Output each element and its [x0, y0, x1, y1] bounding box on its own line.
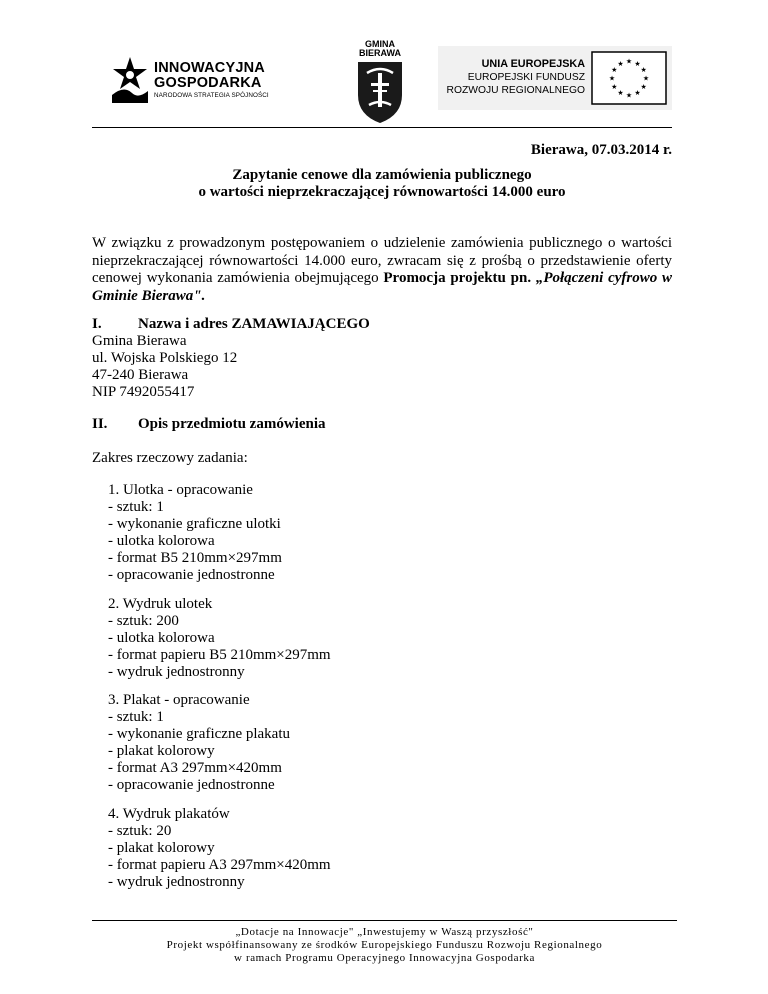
eu-flag-icon	[591, 51, 667, 105]
letterhead	[0, 0, 768, 130]
innowacyjna-gospodarka-logo	[110, 52, 300, 112]
scope-item-4	[108, 806, 688, 891]
item-line: - wydruk jednostronny	[108, 874, 245, 890]
footer	[92, 926, 677, 965]
item-title: 1. Ulotka - opracowanie	[108, 482, 253, 498]
date-line: Bierawa, 07.03.2014 r.	[530, 142, 672, 158]
address-line: Gmina Bierawa	[92, 333, 187, 349]
intro-project-name: „Połączeni cyfrowo w Gminie Bierawa".	[92, 270, 672, 304]
item-line: - format papieru B5 210mm×297mm	[108, 647, 331, 663]
address-line: 47-240 Bierawa	[92, 367, 189, 383]
header-divider	[92, 127, 672, 128]
intro-text: W związku z prowadzonym postępowaniem o udzielenie zamówienia publicznego o wartości nieprzekraczającej równowartości 14.000 euro, zwracam się z prośbą o przedstawienie oferty cenowej wykonania zamówienia obejmującego	[92, 235, 672, 286]
section-2-number: II.	[92, 416, 108, 432]
item-line: - sztuk: 1	[108, 499, 164, 515]
item-line: - sztuk: 1	[108, 709, 164, 725]
item-line: - wykonanie graficzne plakatu	[108, 726, 290, 742]
document-title	[92, 167, 672, 201]
gmina-logo-line2: BIERAWA	[358, 48, 401, 58]
ig-logo-line2: GOSPODARKA	[154, 75, 262, 91]
item-line: - plakat kolorowy	[108, 743, 215, 759]
item-line: - format B5 210mm×297mm	[108, 550, 282, 566]
contractor-address	[92, 333, 672, 401]
item-line: - ulotka kolorowa	[108, 533, 215, 549]
item-line: - wydruk jednostronny	[108, 664, 245, 680]
intro-bold: Promocja projektu pn.	[383, 270, 532, 286]
section-2-title: Opis przedmiotu zamówienia	[138, 416, 326, 432]
gmina-bierawa-logo	[350, 40, 410, 130]
eu-star-icon: ★	[617, 89, 624, 98]
section-1-number: I.	[92, 316, 102, 332]
eu-star-icon: ★	[640, 83, 647, 91]
eu-star-icon: ★	[634, 89, 641, 98]
scope-item-1	[108, 482, 688, 584]
item-title: 2. Wydruk ulotek	[108, 596, 213, 612]
title-line1: Zapytanie cenowe dla zamówienia publicznego	[232, 167, 532, 183]
footer-line1: „Dotacje na Innowacje" „Inwestujemy w Waszą przyszłość"	[235, 926, 534, 938]
item-line: - plakat kolorowy	[108, 840, 215, 856]
section-1	[92, 316, 672, 401]
intro-paragraph	[92, 235, 672, 305]
star-figure-icon	[110, 55, 150, 105]
item-title: 3. Plakat - opracowanie	[108, 692, 250, 708]
item-line: - opracowanie jednostronne	[108, 567, 275, 583]
eu-star-icon: ★	[642, 74, 650, 83]
item-line: - format A3 297mm×420mm	[108, 760, 282, 776]
eu-logo-line2: EUROPEJSKI FUNDUSZ	[467, 72, 585, 83]
item-title: 4. Wydruk plakatów	[108, 806, 230, 822]
eu-star-icon: ★	[617, 59, 624, 68]
eu-star-icon: ★	[625, 91, 633, 100]
coat-of-arms-icon	[355, 59, 405, 125]
item-line: - sztuk: 200	[108, 613, 179, 629]
eu-logo-line3: ROZWOJU REGIONALNEGO	[446, 85, 585, 96]
title-line2: o wartości nieprzekraczającej równowartości 14.000 euro	[198, 184, 566, 200]
footer-divider	[92, 920, 677, 921]
eu-star-icon: ★	[640, 66, 647, 74]
eu-logo-line1: UNIA EUROPEJSKA	[481, 58, 585, 70]
item-line: - format papieru A3 297mm×420mm	[108, 857, 331, 873]
item-line: - ulotka kolorowa	[108, 630, 215, 646]
eu-fund-logo	[438, 46, 672, 110]
scope-item-2	[108, 596, 688, 681]
item-line: - wykonanie graficzne ulotki	[108, 516, 281, 532]
footer-line2: Projekt współfinansowany ze środków Europejskiego Funduszu Rozwoju Regionalnego	[166, 939, 603, 951]
eu-star-icon: ★	[611, 83, 618, 91]
scope-label: Zakres rzeczowy zadania:	[92, 450, 248, 466]
address-line: ul. Wojska Polskiego 12	[92, 350, 238, 366]
ig-logo-line1: INNOWACYJNA	[154, 60, 265, 76]
footer-line3: w ramach Programu Operacyjnego Innowacyjna Gospodarka	[234, 952, 535, 964]
eu-star-icon: ★	[634, 59, 641, 68]
section-2-heading	[92, 416, 672, 433]
gmina-logo-line1: GMINA	[365, 39, 395, 49]
eu-star-icon: ★	[611, 66, 618, 74]
item-line: - opracowanie jednostronne	[108, 777, 275, 793]
section-1-title: Nazwa i adres ZAMAWIAJĄCEGO	[138, 316, 370, 332]
eu-star-icon: ★	[625, 57, 633, 66]
item-line: - sztuk: 20	[108, 823, 172, 839]
ig-logo-line3: NARODOWA STRATEGIA SPÓJNOŚCI	[154, 92, 269, 99]
section-1-heading	[92, 316, 672, 333]
scope-item-3	[108, 692, 688, 794]
eu-star-icon: ★	[608, 74, 616, 83]
address-line: NIP 7492055417	[92, 384, 195, 400]
